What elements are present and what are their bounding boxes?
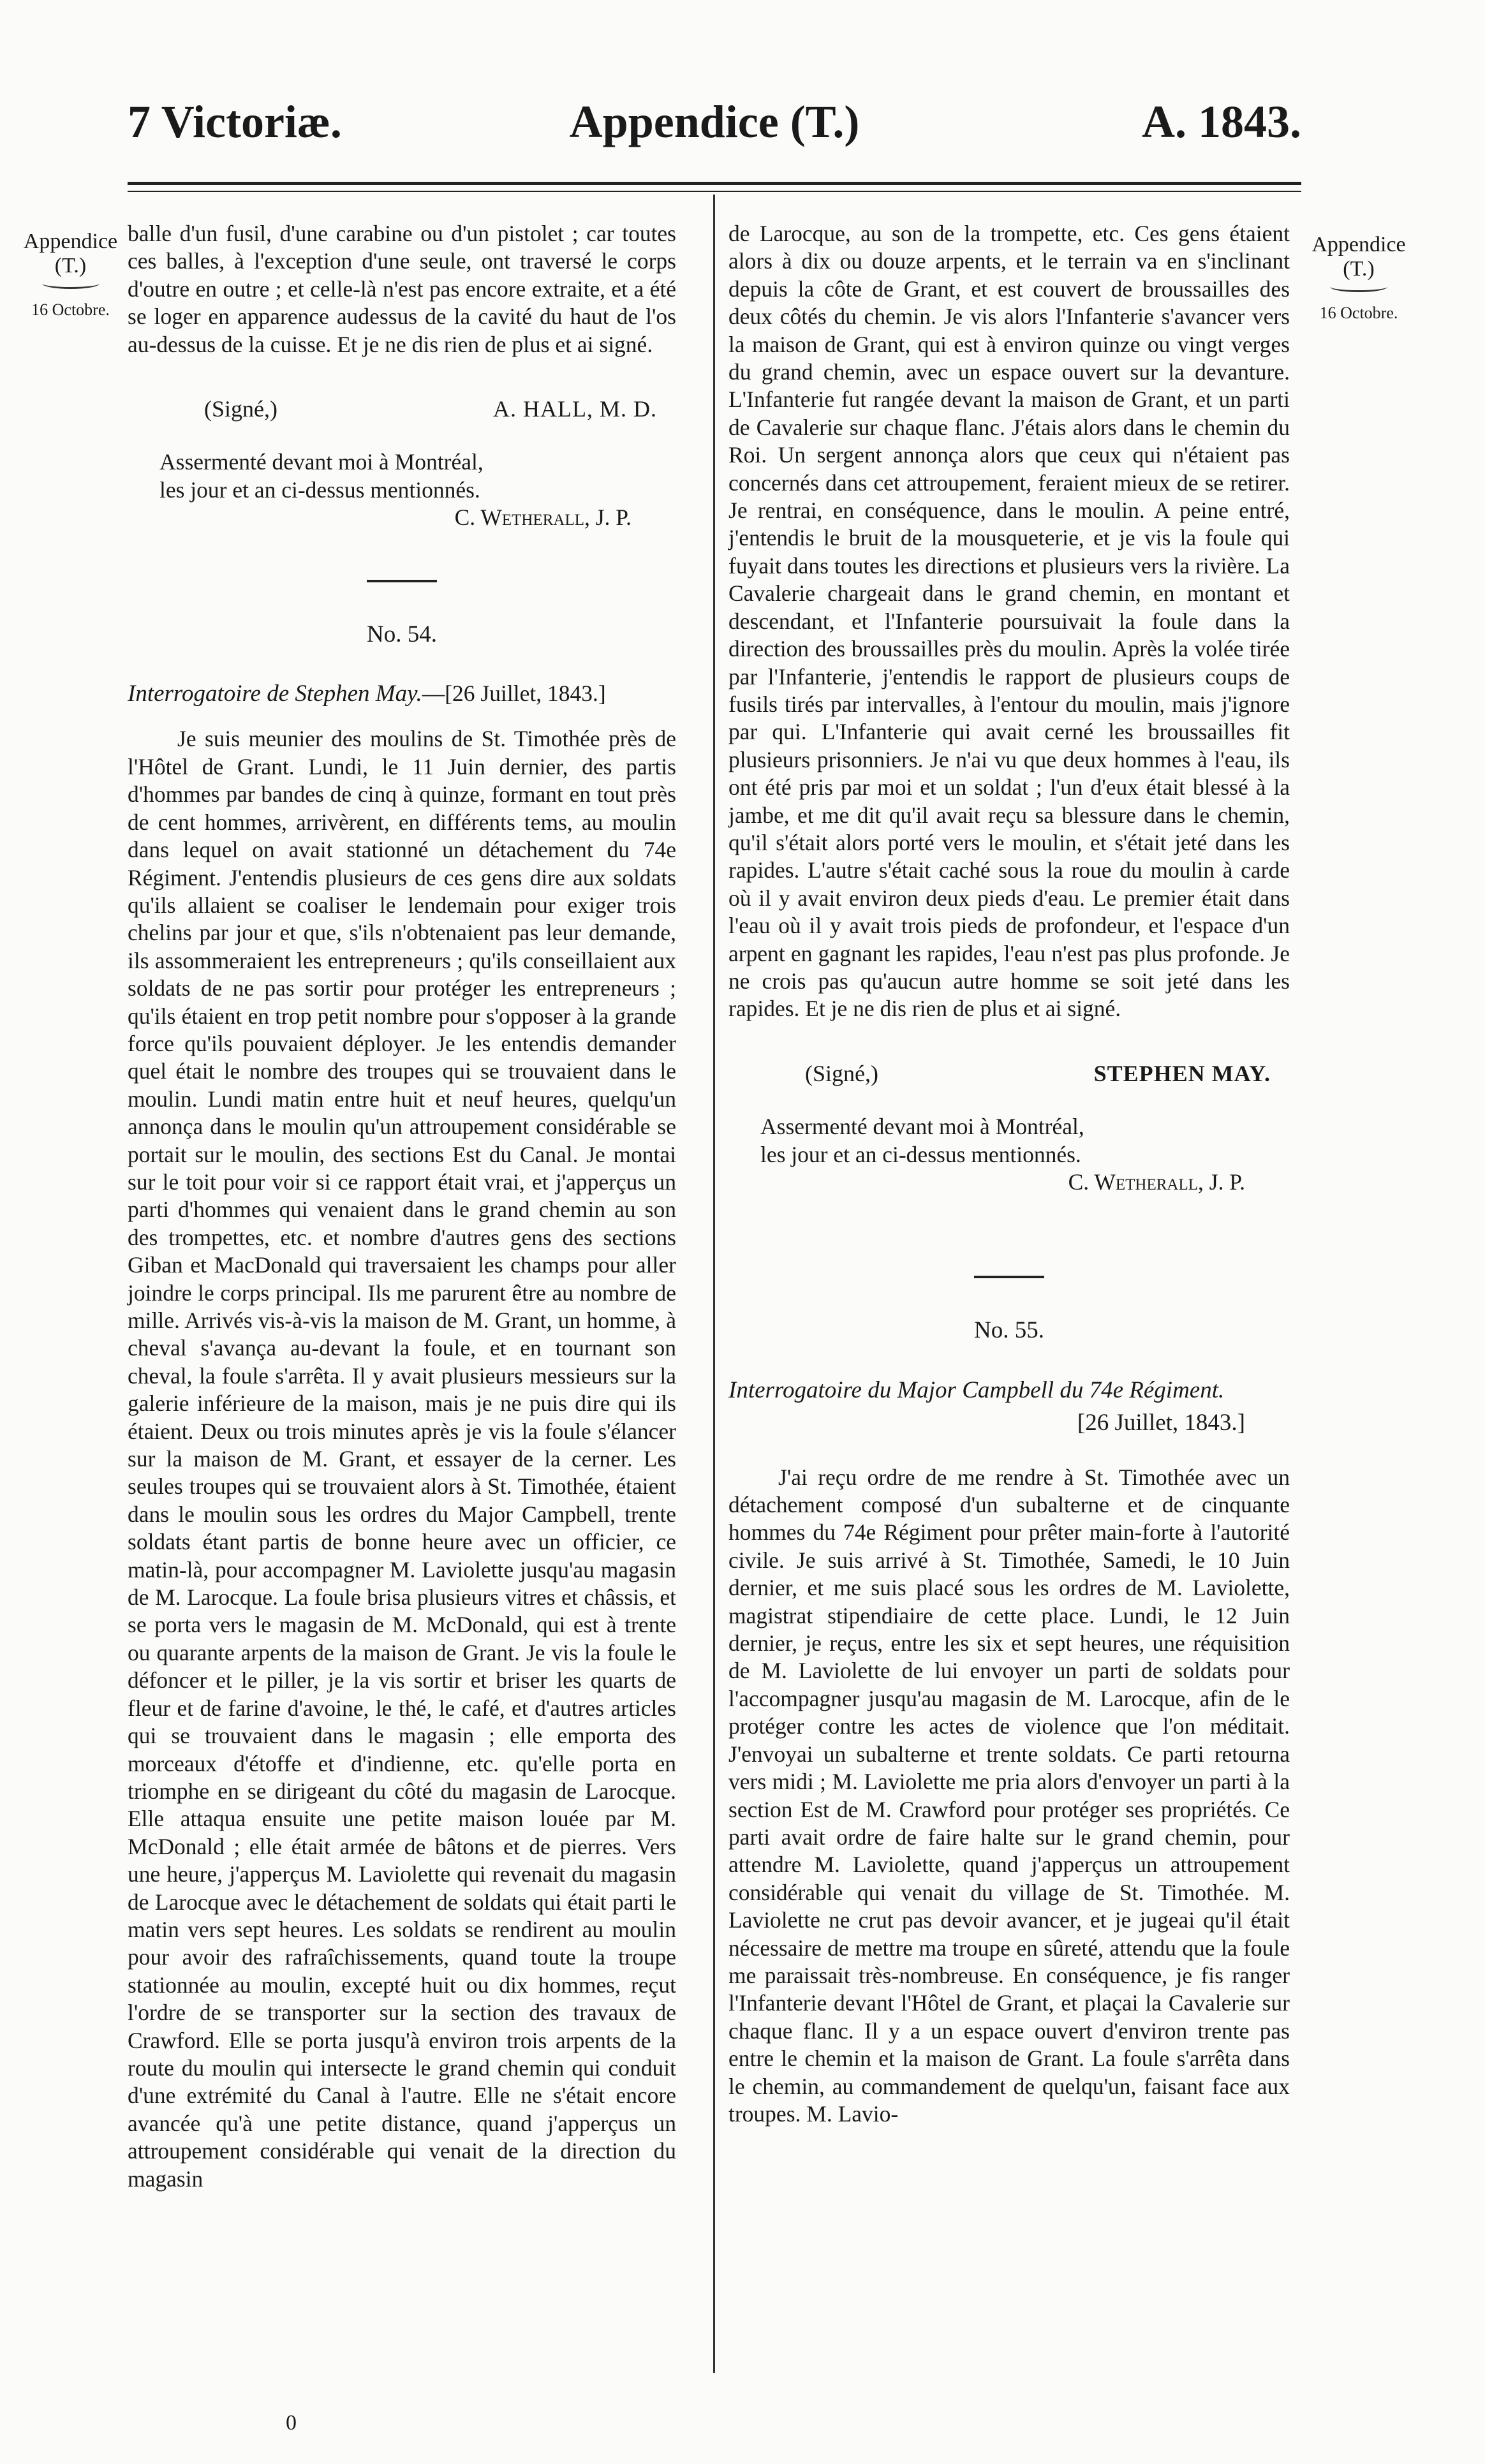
margin-brace — [1330, 281, 1387, 292]
deposition-date: [26 Juillet, 1843.] — [1077, 1410, 1245, 1436]
signature-block — [128, 395, 676, 423]
header-rule-thin — [128, 191, 1301, 192]
left-column — [128, 220, 676, 2193]
justice-of-peace: C. Wetherall, J. P. — [1068, 1169, 1245, 1195]
header-year: A. 1843. — [1142, 96, 1301, 147]
header-session: 7 Victoriæ. — [128, 96, 342, 147]
deposition-body: Je suis meunier des moulins de St. Timothée près de l'Hôtel de Grant. Lundi, le 11 Juin dernier, des partis d'hommes par bandes de cinq à quinze, formant en tout près de cent hommes, arrivèrent, en différents tems, au moulin dans lequel on avait stationné un détachement du 74e Régiment. J'entendis plusieurs de ces gens dire aux soldats qu'ils allaient se coaliser le lendemain pour exiger trois chelins par jour et que, s'ils n'obtenaient pas leur demande, ils assommeraient les entrepreneurs ; qu'ils conseillaient aux soldats de ne pas sortir pour protéger les entrepreneurs ; qu'ils étaient en trop petit nombre pour s'opposer à la grande force qu'ils pouvaient déployer. Je les entendis demander quel était le nombre des troupes qui se trouvaient dans le moulin. Lundi matin entre huit et neuf heures, quelqu'un annonça dans le moulin qu'un attroupement considérable se portait sur le moulin, des sections Est du Canal. Je montai sur le toit pour voir si ce rapport était vrai, et j'apperçus un parti d'hommes qui venaient dans le grand chemin au son des trompettes, etc. et nombre d'autres gens des sections Giban et MacDonald qui traversaient les champs pour aller joindre le corps principal. Ils me parurent être au nombre de mille. Arrivés vis-à-vis la maison de M. Grant, un homme, à cheval s'avança au-devant la foule, et en tournant son cheval, la foule s'arrêta. Il y avait plusieurs messieurs sur la galerie inférieure de la maison, mais je ne puis dire qui ils étaient. Deux ou trois minutes après je vis la foule s'élancer sur la maison de M. Grant, et essayer de la cerner. Les seules troupes qui se trouvaient alors à St. Timothée, étaient dans le moulin sous les ordres du Major Campbell, trente soldats étant partis de bonne heure avec un officier, ce matin-là, pour accompagner M. Laviolette jusqu'au magasin de M. Larocque. La foule brisa plusieurs vitres et châssis, et se porta vers le magasin de M. McDonald, qui est à trente ou quarante arpents de la maison de Grant. Je vis la foule le défoncer et le piller, je la vis sortir et briser les quarts de fleur et de farine d'avoine, le thé, le café, et d'autres articles qui se trouvaient dans le magasin ; elle emporta des morceaux d'étoffe et d'indienne, etc. qu'elle porta en triomphe en se dirigeant du côté du magasin de Larocque. Elle attaqua ensuite une petite maison louée par M. McDonald ; elle était armée de bâtons et de pierres. Vers une heure, j'apperçus M. Laviolette qui revenait du magasin de Larocque avec le détachement de soldats qui était parti le matin vers sept heures. Les soldats se rendirent au moulin pour avoir des rafraîchissements, quand toute la troupe stationnée au moulin, excepté huit ou dix hommes, reçut l'ordre de se transporter sur la section des travaux de Crawford. Elle se porta jusqu'à environ trois arpents de la route du moulin qui intersecte le grand chemin qui conduit d'une extrémité du Canal à l'autre. Elle ne s'était encore avancée qu'à une petite distance, quand j'apperçus un attroupement considérable qui venait de la direction du magasin — [128, 726, 676, 2192]
margin-label: Appendice — [23, 230, 118, 253]
signature-name: A. HALL, M. D. — [493, 396, 657, 422]
deposition-title: Interrogatoire de Stephen May. — [128, 681, 422, 707]
margin-note-right — [1301, 233, 1416, 325]
oath-block — [728, 1113, 1290, 1169]
oath-line: Assermenté devant moi à Montréal, — [159, 449, 484, 475]
signature-block — [728, 1060, 1290, 1088]
header-appendix: Appendice (T.) — [569, 96, 860, 147]
margin-date: 16 Octobre. — [31, 300, 110, 319]
section-rule — [974, 1276, 1044, 1278]
right-column — [728, 220, 1290, 2128]
deposition-continuation: balle d'un fusil, d'une carabine ou d'un pistolet ; car toutes ces balles, à l'exception d'une seule, ont traversé le corps d'outre en outre ; et celle-là n'est pas encore extraite, et a été se loger en apparence audessus de la cavité du haut de l'os au-dessus de la cuisse. Et je ne dis rien de plus et ai signé. — [128, 221, 676, 357]
deposition-body: J'ai reçu ordre de me rendre à St. Timothée avec un détachement composé d'un subalterne et de cinquante hommes du 74e Régiment pour prêter main-forte à l'autorité civile. Je suis arrivé à St. Timothée, Samedi, le 10 Juin dernier, et me suis placé sous les ordres de M. Laviolette, magistrat stipendiaire de cette place. Lundi, le 12 Juin dernier, je reçus, entre les six et sept heures, une réquisition de M. Laviolette de lui envoyer un parti de soldats pour l'accompagner jusqu'au magasin de M. Larocque, afin de le protéger contre les actes de violence que l'on méditait. J'envoyai un subalterne et trente soldats. Ce parti retourna vers midi ; M. Laviolette me pria alors d'envoyer un parti à la section Est de M. Crawford pour protéger ses propriétés. Ce parti avait ordre de faire halte sur le grand chemin, pour attendre M. Laviolette, quand j'apperçus un attroupement considérable qui venait du village de St. Timothée. M. Laviolette ne crut pas devoir avancer, et je jugeai qu'il était nécessaire de mettre ma troupe en sûreté, attendu que la foule me paraissait très-nombreuse. En conséquence, je fis ranger l'Infanterie devant l'Hôtel de Grant, et plaçai la Cavalerie sur chaque flanc. Il y a un espace ouvert d'environ trente pas entre le chemin et la maison de Grant. La foule s'arrêta dans le chemin, au commandement de quelqu'un, faisant face aux troupes. M. Lavio- — [728, 1464, 1290, 2127]
signature-label: (Signé,) — [204, 396, 277, 422]
oath-line: les jour et an ci-dessus mentionnés. — [760, 1141, 1081, 1167]
oath-line: Assermenté devant moi à Montréal, — [760, 1114, 1084, 1140]
column-divider — [713, 195, 715, 2373]
margin-brace — [42, 278, 100, 289]
deposition-title: Interrogatoire du Major Campbell du 74e Régiment. — [728, 1376, 1225, 1403]
justice-of-peace: C. Wetherall, J. P. — [454, 505, 632, 531]
page-folio: 0 — [286, 2411, 297, 2435]
deposition-heading — [128, 680, 676, 707]
section-rule — [367, 580, 437, 582]
deposition-number: No. 55. — [974, 1317, 1044, 1344]
margin-date: 16 Octobre. — [1319, 304, 1398, 322]
deposition-date: —[26 Juillet, 1843.] — [422, 681, 606, 707]
signature-label: (Signé,) — [805, 1060, 878, 1086]
margin-sub: (T.) — [1343, 257, 1375, 281]
signature-name: STEPHEN MAY. — [1093, 1060, 1271, 1086]
deposition-continuation: de Larocque, au son de la trompette, etc. Ces gens étaient alors à dix ou douze arpents, et le terrain va en s'inclinant depuis la côte de Grant, et est couvert de broussailles des deux côtés du chemin. Je vis alors l'Infanterie s'avancer vers la maison de Grant, qui est à environ quinze ou vingt verges du grand chemin, avec un espace ouvert sur la devanture. L'Infanterie fut rangée devant la maison de Grant, et un parti de Cavalerie sur chaque flanc. J'étais alors dans le chemin du Roi. Un sergent annonça alors que ceux qui n'étaient pas concernés dans cet attroupement, feraient mieux de se retirer. Je rentrai, en conséquence, dans le moulin. A peine entré, j'entendis le bruit de la mousqueterie, et je vis la foule qui fuyait dans toutes les directions et plusieurs vers la rivière. La Cavalerie chargeait dans le grand chemin, en montant et descendant, et l'Infanterie poursuivait la foule dans la direction des broussailles près du moulin. Après la volée tirée par l'Infanterie, j'entendis le rapport de plusieurs coups de fusils tirés par intervalles, à l'entour du moulin, mais j'ignore par qui. L'Infanterie qui avait cerné les broussailles fit plusieurs prisonniers. Je n'ai vu que deux hommes à l'eau, ils ont été pris par moi et un soldat ; l'un d'eux était blessé à la jambe, et me dit qu'il avait reçu sa blessure dans le chemin, qu'il s'était alors porté vers le moulin, et s'était jeté dans les rapides. L'autre s'était caché sous la roue du moulin à carde où il y avait environ deux pieds d'eau. Le premier était dans l'eau où il y avait trois pieds de profondeur, et l'espace d'un arpent en gagnant les rapides, l'eau n'est pas plus profonde. Je ne crois pas qu'aucun autre homme se soit jeté dans les rapides. Et je ne dis rien de plus et ai signé. — [728, 221, 1290, 1022]
margin-sub: (T.) — [54, 254, 87, 277]
deposition-number: No. 54. — [367, 621, 437, 647]
oath-line: les jour et an ci-dessus mentionnés. — [159, 476, 480, 503]
margin-note-left — [11, 230, 129, 322]
running-header — [128, 96, 1301, 166]
margin-label: Appendice — [1311, 233, 1406, 256]
oath-block — [128, 448, 676, 504]
header-rule-thick — [128, 182, 1301, 185]
